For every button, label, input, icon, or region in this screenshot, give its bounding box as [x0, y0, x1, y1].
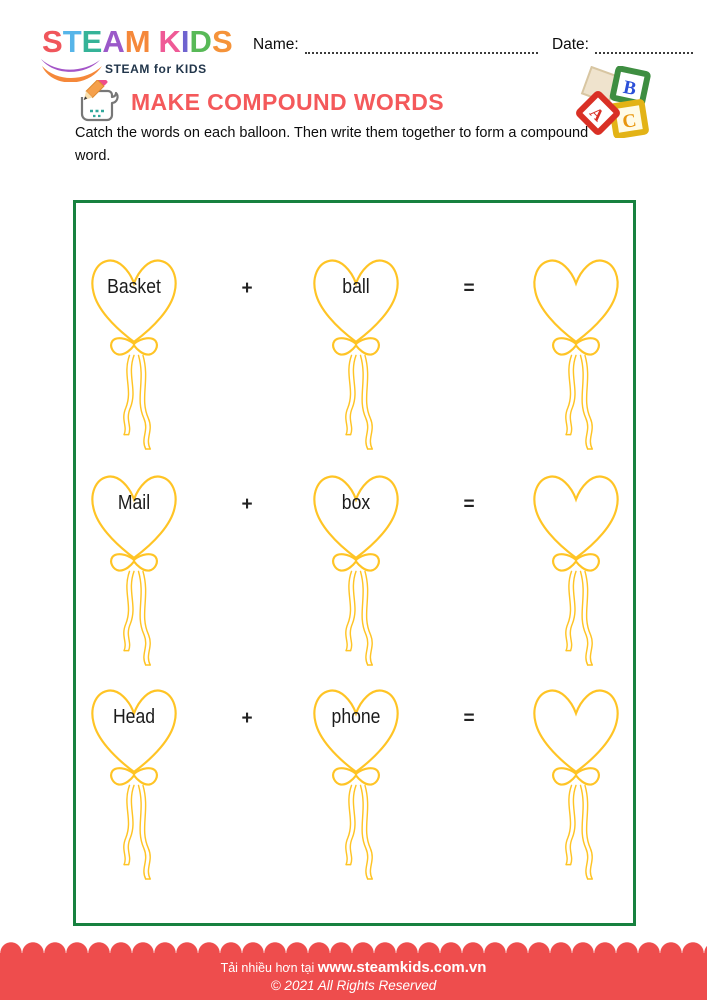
- answer-balloon[interactable]: [531, 681, 621, 888]
- balloon-word: phone: [331, 706, 381, 728]
- answer-balloon[interactable]: [531, 251, 621, 458]
- balloon-word: Basket: [107, 276, 161, 298]
- date-input-line[interactable]: [595, 38, 693, 54]
- balloon-word: Mail: [117, 492, 151, 514]
- name-label: Name:: [253, 36, 299, 53]
- compound-row: [76, 681, 633, 891]
- answer-balloon[interactable]: [531, 467, 621, 674]
- word-balloon: [311, 467, 401, 674]
- heart-balloon-icon: [531, 681, 621, 888]
- footer-prefix: Tải nhiều hơn tại: [220, 961, 315, 975]
- footer-copyright: © 2021 All Rights Reserved: [270, 978, 437, 993]
- scallop-border: [0, 942, 707, 953]
- page-title: MAKE COMPOUND WORDS: [131, 89, 444, 115]
- plus-operator: +: [241, 708, 253, 729]
- pencil-paper-icon: [75, 80, 121, 125]
- plus-operator: +: [241, 494, 253, 515]
- balloon-word: ball: [342, 276, 370, 298]
- block-letter-a: A: [585, 103, 608, 126]
- logo-letter: M: [124, 24, 151, 59]
- name-input-line[interactable]: [305, 38, 538, 54]
- heart-balloon-icon: [531, 251, 621, 458]
- steamkids-logo: [42, 24, 242, 76]
- logo-letter: A: [102, 24, 125, 59]
- compound-row: [76, 467, 633, 677]
- compound-row: [76, 251, 633, 461]
- equals-operator: =: [463, 708, 475, 729]
- balloon-word: box: [341, 492, 371, 514]
- logo-letter: K: [158, 24, 181, 59]
- logo-letter: E: [81, 24, 103, 59]
- word-balloon: [311, 251, 401, 458]
- logo-letter: I: [180, 24, 190, 59]
- footer-url-link[interactable]: www.steamkids.com.vn: [317, 959, 487, 976]
- logo-letter: D: [189, 24, 212, 59]
- logo-subtitle: STEAM for KIDS: [105, 62, 207, 76]
- instructions-text: Catch the words on each balloon. Then write them together to form a compound word.: [75, 125, 589, 164]
- worksheet-frame: [73, 200, 636, 926]
- word-balloon: [89, 251, 179, 458]
- equals-operator: =: [463, 278, 475, 299]
- heart-balloon-icon: [531, 467, 621, 674]
- logo-swoosh-icon: [38, 56, 106, 82]
- logo-letter: S: [211, 24, 233, 59]
- logo-letter: T: [62, 24, 82, 59]
- block-letter-c: C: [620, 110, 638, 133]
- equals-operator: =: [463, 494, 475, 515]
- word-balloon: [89, 681, 179, 888]
- word-balloon: [311, 681, 401, 888]
- logo-letter: S: [42, 24, 63, 59]
- name-date-row: [253, 36, 693, 54]
- footer-band: [0, 953, 707, 1000]
- plus-operator: +: [241, 278, 253, 299]
- footer: [0, 942, 707, 1000]
- block-letter-b: B: [621, 76, 639, 101]
- logo-wordmark: [42, 26, 242, 57]
- word-balloon: [89, 467, 179, 674]
- date-label: Date:: [551, 36, 589, 53]
- title-row: [75, 80, 444, 125]
- balloon-word: Head: [112, 706, 156, 728]
